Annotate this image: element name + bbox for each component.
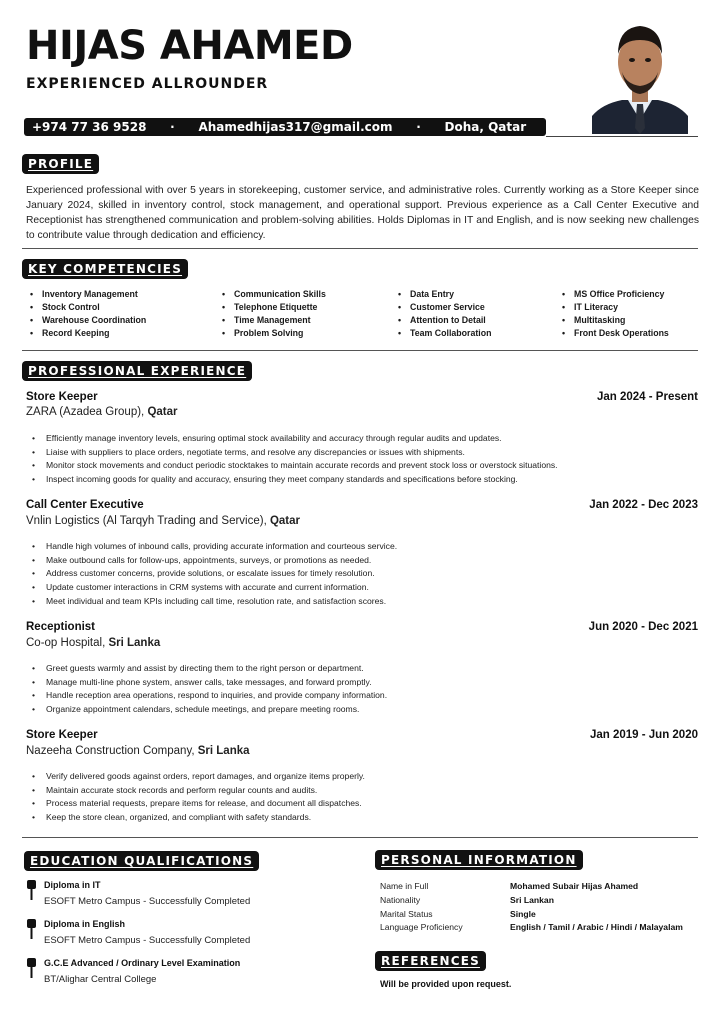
education-institution: ESOFT Metro Campus - Successfully Completed bbox=[44, 935, 251, 946]
contact-separator: · bbox=[170, 120, 175, 134]
education-title: G.C.E Advanced / Ordinary Level Examination bbox=[44, 958, 241, 968]
header-divider bbox=[546, 136, 698, 137]
competency-item: • Data Entry bbox=[394, 288, 491, 301]
job-bullet: • Address customer concerns, provide solutions, or escalate issues for timely resolution. bbox=[28, 567, 688, 581]
contact-bar bbox=[24, 118, 546, 136]
job-bullet: • Verify delivered goods against orders, report damages, and organize items properly. bbox=[28, 770, 688, 784]
profile-text: Experienced professional with over 5 years in storekeeping, customer service, and administrative roles. Currently working as a Store Keeper since January 2024, skilled in inventory control, stock management, and operational support. Previous experience as a Call Center Executive and Receptionist has strengthened communication and problem-solving abilities. Holds Diplomas in IT and English, and is now seeking new challenges to contribute value through dedication and efficiency. bbox=[26, 185, 699, 241]
personal-value: Mohamed Subair Hijas Ahamed bbox=[510, 881, 639, 891]
personal-label: Name in Full bbox=[380, 881, 429, 891]
job-title: Store Keeper bbox=[26, 391, 98, 403]
competency-column bbox=[218, 288, 326, 340]
job-bullet: • Liaise with suppliers to place orders, negotiate terms, and resolve any discrepancies or issues with shipments. bbox=[28, 446, 688, 460]
competencies-heading: KEY COMPETENCIES bbox=[22, 259, 188, 279]
personal-label: Marital Status bbox=[380, 909, 433, 919]
company-country: Qatar bbox=[147, 406, 178, 418]
company-country: Sri Lanka bbox=[108, 637, 161, 649]
job-bullets bbox=[28, 432, 688, 487]
job-company bbox=[26, 515, 300, 527]
job-date: Jun 2020 - Dec 2021 bbox=[588, 621, 698, 633]
competency-item: • Problem Solving bbox=[218, 327, 326, 340]
company-name: Vnlin Logistics (Al Tarqyh Trading and Service), bbox=[26, 515, 270, 527]
education-title: Diploma in English bbox=[44, 919, 126, 929]
location: Doha, Qatar bbox=[444, 120, 527, 134]
references-heading: REFERENCES bbox=[375, 951, 486, 971]
competency-column bbox=[26, 288, 146, 340]
job-title: Receptionist bbox=[26, 621, 96, 633]
company-name: ZARA (Azadea Group), bbox=[26, 406, 148, 418]
job-title: Store Keeper bbox=[26, 729, 98, 741]
section-divider bbox=[22, 248, 698, 249]
personal-value: Single bbox=[510, 909, 536, 919]
company-country: Qatar bbox=[269, 515, 301, 527]
job-bullet: • Efficiently manage inventory levels, ensuring optimal stock availability and accuracy through regular audits and updates. bbox=[28, 432, 688, 446]
company-country: Sri Lanka bbox=[197, 745, 250, 757]
job-title: Call Center Executive bbox=[26, 499, 144, 511]
candidate-name: HIJAS AHAMED bbox=[26, 23, 353, 69]
job-date: Jan 2022 - Dec 2023 bbox=[589, 499, 698, 511]
job-bullet: • Organize appointment calendars, schedule meetings, and prepare meeting rooms. bbox=[28, 703, 688, 717]
competency-item: • Communication Skills bbox=[218, 288, 326, 301]
pin-marker-icon bbox=[26, 880, 37, 900]
competency-item: • Inventory Management bbox=[26, 288, 146, 301]
job-bullet: • Monitor stock movements and conduct periodic stocktakes to maintain accurate records and prevent stock loss or overstock situations. bbox=[28, 459, 688, 473]
contact-separator: · bbox=[416, 120, 421, 134]
job-bullet: • Maintain accurate stock records and perform regular counts and audits. bbox=[28, 784, 688, 798]
education-institution: ESOFT Metro Campus - Successfully Completed bbox=[44, 896, 251, 907]
pin-marker-icon bbox=[26, 958, 37, 978]
job-bullet: • Handle high volumes of inbound calls, providing accurate information and courteous service. bbox=[28, 540, 688, 554]
references-text: Will be provided upon request. bbox=[380, 979, 512, 989]
job-company bbox=[26, 406, 178, 418]
competency-item: • MS Office Proficiency bbox=[558, 288, 669, 301]
job-bullet: • Manage multi-line phone system, answer calls, take messages, and forward promptly. bbox=[28, 676, 688, 690]
personal-label: Nationality bbox=[380, 895, 421, 905]
job-bullet: • Handle reception area operations, respond to inquiries, and provide company information. bbox=[28, 689, 688, 703]
competency-item: • IT Literacy bbox=[558, 301, 669, 314]
education-institution: BT/Alighar Central College bbox=[44, 974, 157, 985]
job-bullet: • Inspect incoming goods for quality and accuracy, ensuring they meet company standards and specifications before stocking. bbox=[28, 473, 688, 487]
competency-item: • Attention to Detail bbox=[394, 314, 491, 327]
job-bullet: • Keep the store clean, organized, and compliant with safety standards. bbox=[28, 811, 688, 825]
competency-item: • Record Keeping bbox=[26, 327, 146, 340]
competency-item: • Time Management bbox=[218, 314, 326, 327]
email-address[interactable]: Ahamedhijas317@gmail.com bbox=[198, 120, 393, 134]
job-bullets bbox=[28, 540, 688, 609]
job-company bbox=[26, 745, 250, 757]
section-divider bbox=[22, 350, 698, 351]
phone-number[interactable]: +974 77 36 9528 bbox=[32, 120, 147, 134]
competency-item: • Customer Service bbox=[394, 301, 491, 314]
job-bullet: • Make outbound calls for follow-ups, appointments, surveys, or promotions as needed. bbox=[28, 554, 688, 568]
candidate-subtitle: EXPERIENCED ALLROUNDER bbox=[26, 76, 269, 92]
job-bullet: • Greet guests warmly and assist by directing them to the right person or department. bbox=[28, 662, 688, 676]
competency-item: • Stock Control bbox=[26, 301, 146, 314]
personal-value: English / Tamil / Arabic / Hindi / Malayalam bbox=[510, 922, 683, 932]
company-name: Co-op Hospital, bbox=[26, 637, 109, 649]
job-bullet: • Process material requests, prepare items for release, and document all dispatches. bbox=[28, 797, 688, 811]
competency-column bbox=[558, 288, 669, 340]
competency-item: • Multitasking bbox=[558, 314, 669, 327]
section-divider bbox=[22, 837, 698, 838]
education-title: Diploma in IT bbox=[44, 880, 101, 890]
profile-heading: PROFILE bbox=[22, 154, 99, 174]
education-heading: EDUCATION QUALIFICATIONS bbox=[24, 851, 259, 871]
company-name: Nazeeha Construction Company, bbox=[26, 745, 198, 757]
competency-item: • Front Desk Operations bbox=[558, 327, 669, 340]
job-bullet: • Meet individual and team KPIs including call time, resolution rate, and satisfaction scores. bbox=[28, 595, 688, 609]
profile-photo bbox=[592, 12, 688, 134]
experience-heading: PROFESSIONAL EXPERIENCE bbox=[22, 361, 252, 381]
personal-heading: PERSONAL INFORMATION bbox=[375, 850, 583, 870]
competency-item: • Warehouse Coordination bbox=[26, 314, 146, 327]
personal-value: Sri Lankan bbox=[510, 895, 554, 905]
competency-column bbox=[394, 288, 491, 340]
job-bullets bbox=[28, 662, 688, 717]
job-date: Jan 2019 - Jun 2020 bbox=[589, 729, 698, 741]
job-company bbox=[26, 637, 160, 649]
competency-item: • Team Collaboration bbox=[394, 327, 491, 340]
personal-label: Language Proficiency bbox=[380, 922, 463, 932]
competency-item: • Telephone Etiquette bbox=[218, 301, 326, 314]
job-date: Jan 2024 - Present bbox=[596, 391, 698, 403]
job-bullet: • Update customer interactions in CRM systems with accurate and current information. bbox=[28, 581, 688, 595]
pin-marker-icon bbox=[26, 919, 37, 939]
job-bullets bbox=[28, 770, 688, 825]
